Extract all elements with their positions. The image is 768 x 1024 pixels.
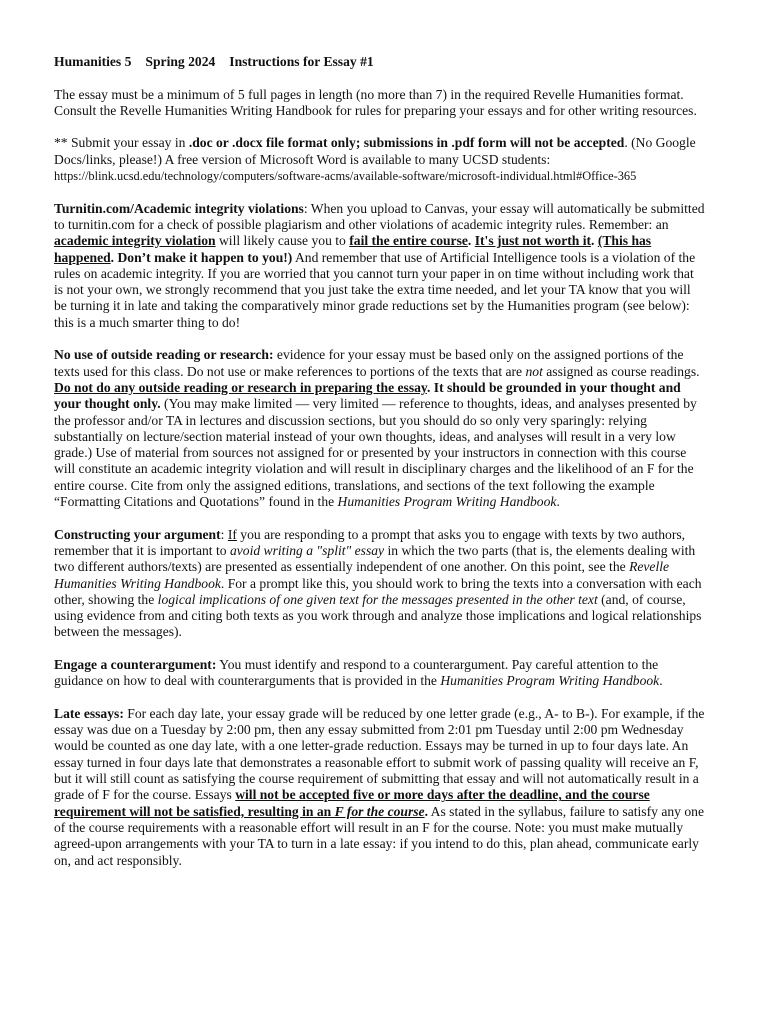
- intro-paragraph: The essay must be a minimum of 5 full pages in length (no more than 7) in the required Revelle Humanities format. Consult the Revelle Humanities Writing Handbook for rules for preparing your essays and for other writing resources.: [54, 86, 697, 118]
- outside-reading-heading: No use of outside reading or research:: [54, 347, 274, 363]
- microsoft-office-link[interactable]: https://blink.ucsd.edu/technology/computers/software-acms/available-software/microsoft-individual.html#Office-365: [54, 169, 637, 184]
- turnitin-heading: Turnitin.com/Academic integrity violations: [54, 200, 304, 216]
- document-header: [54, 54, 706, 70]
- counterargument-heading: Engage a counterargument:: [54, 656, 217, 672]
- not-worth-it-emphasis: It's just not worth it: [474, 233, 592, 249]
- essay-instructions-document: [54, 54, 706, 885]
- file-format-requirement: .doc or .docx file format only; submissions in .pdf form will not be accepted: [188, 135, 625, 151]
- argument-paragraph: Constructing your argument: If you are responding to a prompt that asks you to engage with texts by two authors, remember that it is important to avoid writing a "split" essay in which the two parts (that is, the elements dealing with two different authors/texts) are presented as essentially independent of one another. On this point, see the Revelle Humanities Writing Handbook. For a prompt like this, you should work to bring the texts into a conversation with each other, showing the logical implications of one given text for the messages presented in the other text (and, of course, using evidence from and citing both texts as you work through and analyze those implications and logical relationships between the messages).: [54, 526, 702, 640]
- late-essays-paragraph: Late essays: For each day late, your essay grade will be reduced by one letter grade (e.g., A- to B-). For example, if the essay was due on a Tuesday by 2:00 pm, then any essay submitted from 2:01 pm Tuesday until 2:00 pm Wednesday would be counted as one day late, with a one letter-grade reduction. Essays may be turned in up to four days late. An essay turned in four days late that demonstrates a reasonable effort to submit work of passing quality will receive an F, but it will still count as satisfying the course requirement of submitting that essay and will not automatically result in a grade of F for the course. Essays will not be accepted five or more days after the deadline, and the course requirement will not be satisfied, resulting in an F for the course. As stated in the syllabus, failure to satisfy any one of the course requirements with a reasonable effort will result in an F for the course. Note: you must make mutually agreed-upon arrangements with your TA to turn in a late essay: if you intend to do this, plan ahead, communicate early on, and act responsibly.: [54, 705, 705, 868]
- outside-reading-paragraph: No use of outside reading or research: evidence for your essay must be based only on the assigned portions of the texts used for this class. Do not use or make references to portions of the texts that are not assigned as course readings. Do not do any outside reading or research in preparing the essay. It should be grounded in your thought and your thought only. (You may make limited — very limited — reference to thoughts, ideas, and analyses presented by the professor and/or TA in lectures and discussion sections, but you should do so only very sparingly: relying substantially on lecture/section material instead of your own thoughts, ideas, and analyses will result in a very low grade.) Use of material from sources not assigned for or presented by your instructors in connection with this course will constitute an academic integrity violation and will result in disciplinary charges and the likelihood of an F for the entire course. Cite from only the assigned editions, translations, and sections of the text following the example “Formatting Citations and Quotations” found in the Humanities Program Writing Handbook.: [54, 347, 700, 510]
- this-has-happened-emphasis: (This has happened: [54, 233, 652, 265]
- academic-integrity-violation-emphasis: academic integrity violation: [54, 233, 216, 249]
- no-outside-research-emphasis: Do not do any outside reading or research in preparing the essay: [54, 379, 427, 395]
- turnitin-paragraph: Turnitin.com/Academic integrity violations: When you upload to Canvas, your essay will automatically be submitted to turnitin.com for a check of possible plagiarism and other violations of academic integrity rules. Remember: an academic integrity violation will likely cause you to fail the entire course. It's just not worth it. (This has happened. Don’t make it happen to you!) And remember that use of Artificial Intelligence tools is a violation of the rules on academic integrity. If you are worried that you cannot turn your paper in on time without including work that is not your own, we strongly recommend that you just take the extra time needed, and let your TA know that you will be turning it in late and taking the comparatively minor grade reductions set by the Humanities program (see below): this is a much smarter thing to do!: [54, 200, 705, 330]
- argument-heading: Constructing your argument: [54, 526, 221, 542]
- document-title: Instructions for Essay #1: [229, 54, 374, 69]
- course-term: Spring 2024: [145, 54, 216, 69]
- counterargument-paragraph: Engage a counterargument: You must identify and respond to a counterargument. Pay careful attention to the guidance on how to deal with counterarguments that is provided in the Humanities Program Writing Handbook.: [54, 656, 663, 689]
- course-name: Humanities 5: [54, 54, 132, 69]
- submission-paragraph: ** Submit your essay in .doc or .docx file format only; submissions in .pdf form will not be accepted. (No Google Docs/links, please!) A free version of Microsoft Word is available to many UCSD students: https://blink.ucsd.edu/technology/computers/software-acms/available-software/microsoft-individual.html#Office-365: [54, 135, 696, 184]
- late-policy-emphasis: will not be accepted five or more days after the deadline, and the course requirement will not be satisfied, resulting in an F for the course: [54, 787, 650, 819]
- late-essays-heading: Late essays:: [54, 705, 124, 721]
- fail-course-emphasis: fail the entire course: [349, 233, 468, 249]
